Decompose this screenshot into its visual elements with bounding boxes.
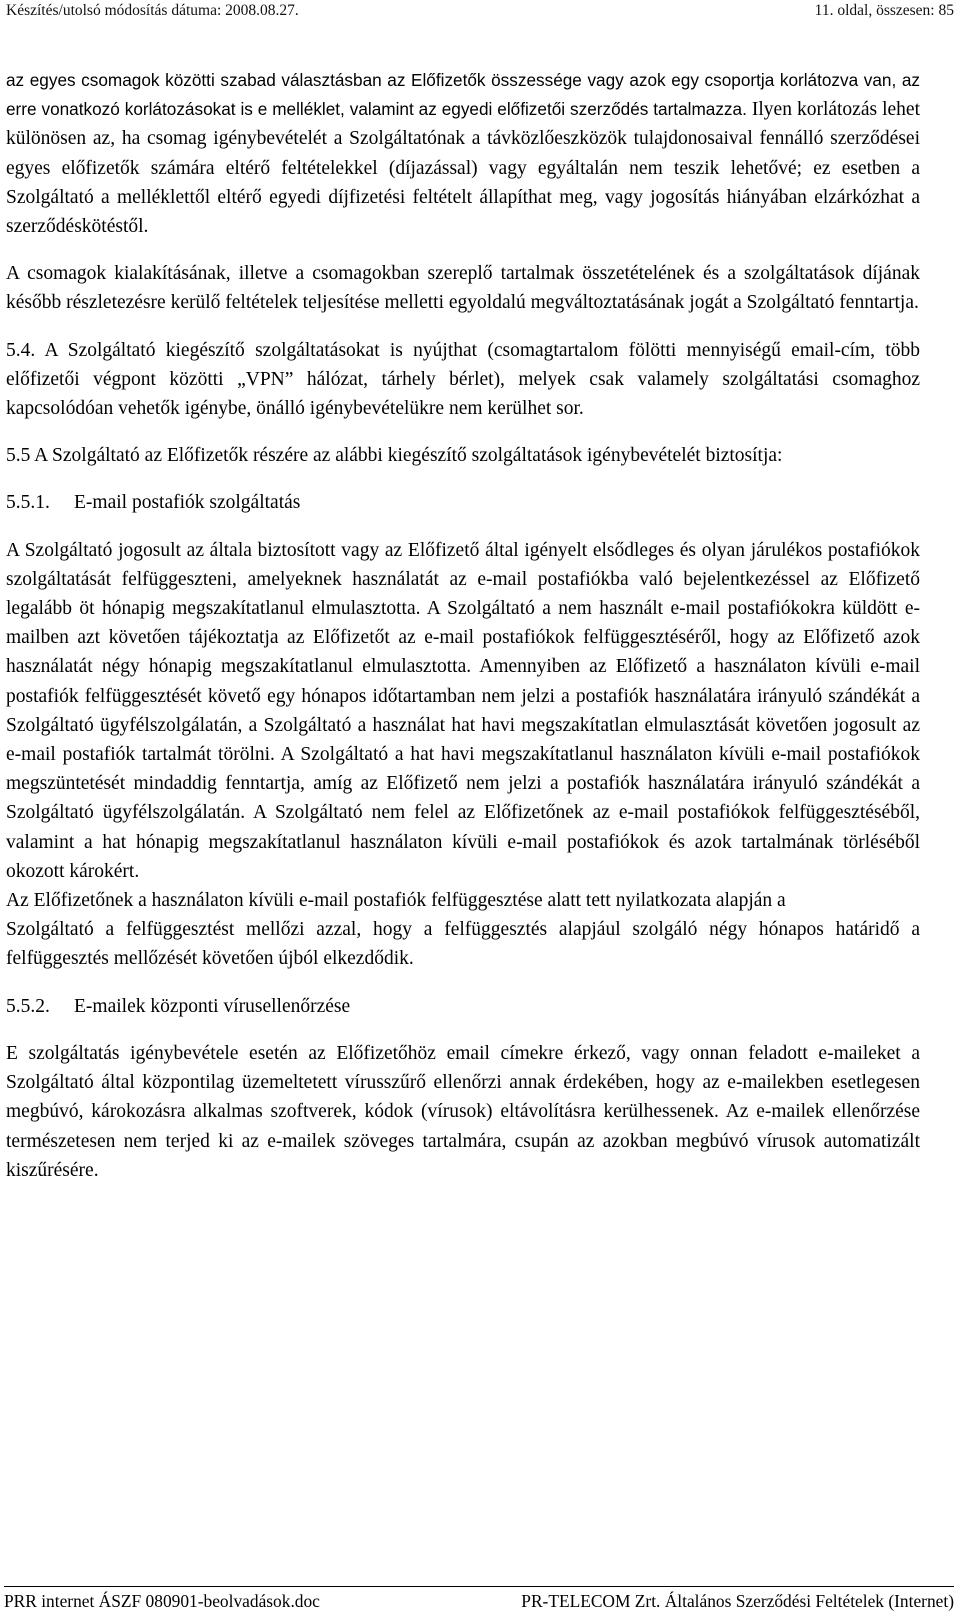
section-heading-5-5-1 — [6, 488, 920, 517]
footer-company: PR-TELECOM Zrt. Általános Szerződési Feltételek (Internet) — [521, 1590, 954, 1611]
paragraph-5-5: 5.5 A Szolgáltató az Előfizetők részére az alábbi kiegészítő szolgáltatások igénybevételét biztosítja: — [6, 445, 783, 467]
paragraph-virus-check: E szolgáltatás igénybevétele esetén az Előfizetőhöz email címekre érkező, vagy onnan feladott e-maileket a Szolgáltató által központilag üzemeltetett vírusszűrő ellenőrzi annak érdekében, hogy az e-mailekben esetlegesen megbúvó, károkozásra alkalmas szoftverek, kódok (vírusok) eltávolításra kerülhessenek. Az e-mailek ellenőrzése természetesen nem terjed ki az e-mailek szöveges tartalmára, csupán az azokban megbúvó vírusok automatizált kiszűrésére. — [6, 1042, 920, 1181]
paragraph-package-changes: A csomagok kialakításának, illetve a csomagokban szereplő tartalmak összetételének és a szolgáltatások díjának később részletezésre kerülő feltételek teljesítése melletti egyoldalú megváltoztatásának jogát a Szolgáltató fenntartja. — [6, 263, 920, 314]
paragraph-restrictions-sans: az egyes csomagok közötti szabad választásban az Előfizetők összessége vagy azok egy csoportja korlátozva van, az erre vonatkozó korlátozásokat is e melléklet, valamint az egyedi előfizetői szerződés tartalmazza. — [6, 70, 920, 120]
page-footer — [4, 1589, 954, 1613]
page-header — [6, 0, 954, 22]
header-date: Készítés/utolsó módosítás dátuma: 2008.08.27. — [6, 2, 299, 19]
paragraph-suspension-omitted: Szolgáltató a felfüggesztést mellőzi azzal, hogy a felfüggesztés alapjául szolgáló négy hónapos határidő a felfüggesztés mellőzését követően újból elkezdődik. — [6, 919, 920, 970]
header-page-number: 11. oldal, összesen: 85 — [814, 2, 954, 19]
paragraph-subscriber-statement: Az Előfizetőnek a használaton kívüli e-mail postafiók felfüggesztése alatt tett nyilatkozata alapján a — [6, 890, 786, 912]
paragraph-5-4: 5.4. A Szolgáltató kiegészítő szolgáltatásokat is nyújthat (csomagtartalom fölötti mennyiségű email-cím, több előfizetői végpont közötti „VPN” hálózat, tárhely bérlet), melyek csak valamely szolgáltatási csomaghoz kapcsolódóan vehetők igénybe, önálló igénybevételükre nem kerülhet sor. — [6, 339, 920, 420]
section-number: 5.5.1. — [6, 492, 50, 514]
footer-divider — [4, 1586, 954, 1587]
document-body — [6, 66, 920, 1185]
section-number: 5.5.2. — [6, 995, 50, 1017]
paragraph-restrictions-serif: Ilyen korlátozás lehet különösen az, ha csomag igénybevételét a Szolgáltatónak a távközlőeszközök tulajdonosaival fennálló szerződései egyes előfizetők számára eltérő feltételekkel (díjazással) vagy egyáltalán nem teszik lehetővé; ez esetben a Szolgáltató a melléklettől eltérő egyedi díjfizetési feltételt állapíthat meg, vagy jogosítás hiányában elzárkózhat a szerződéskötéstől. — [6, 99, 920, 238]
section-title: E-mail postafiók szolgáltatás — [74, 492, 301, 514]
section-heading-5-5-2 — [6, 992, 920, 1021]
paragraph-restrictions — [6, 66, 920, 241]
footer-filename: PRR internet ÁSZF 080901-beolvadások.doc — [4, 1590, 320, 1611]
paragraph-email-mailbox: A Szolgáltató jogosult az általa biztosított vagy az Előfizető által igényelt elsődleges és olyan járulékos postafiókok szolgáltatását felfüggeszteni, amelyeknek használatát az e-mail postafiókba való bejelentkezéssel az Előfizető legalább öt hónapig megszakítatlanul elmulasztotta. A Szolgáltató a nem használt e-mail postafiókokra küldött e-mailben azt követően tájékoztatja az Előfizetőt az e-mail postafiókok felfüggesztéséről, hogy az Előfizető azok használatát négy hónapig megszakítatlanul elmulasztotta. Amennyiben az Előfizető a használaton kívüli e-mail postafiók felfüggesztését követő egy hónapos időtartamban nem jelzi a postafiók használatára irányuló szándékát a Szolgáltató ügyfélszolgálatán, a Szolgáltató a használat hat havi megszakítatlan elmulasztását követően jogosult az e-mail postafiók tartalmát törölni. A Szolgáltató a hat havi megszakítatlanul használaton kívüli e-mail postafiókok megszüntetését mindaddig fenntartja, amíg az Előfizető nem jelzi a postafiók használatára irányuló szándékát a Szolgáltató ügyfélszolgálatán. A Szolgáltató nem felel az Előfizetőnek az e-mail postafiókok felfüggesztéséből, valamint a hat hónapig megszakítatlanul használaton kívüli e-mail postafiókok és azok tartalmának törléséből okozott károkért. — [6, 539, 920, 882]
section-title: E-mailek központi vírusellenőrzése — [74, 995, 351, 1017]
